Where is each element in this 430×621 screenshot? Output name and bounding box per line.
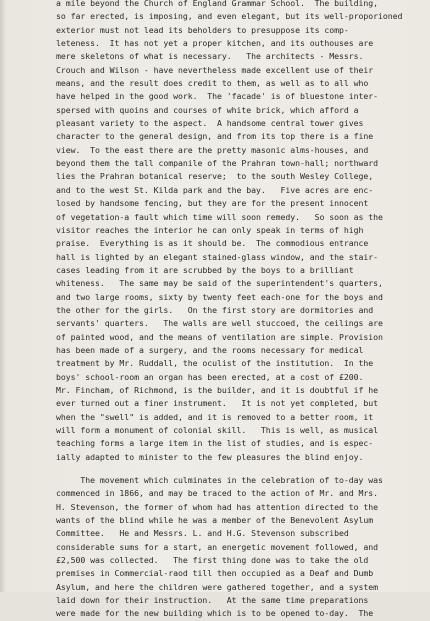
text-line: were made for the new building which is to be opened to-day. The bbox=[56, 608, 374, 619]
paragraph-1 bbox=[56, 0, 424, 464]
text-line: character to the general design, and from its top there is a fine bbox=[56, 131, 374, 142]
text-line: of vegetation-a fault which time will soon remedy. So soon as the bbox=[56, 211, 383, 222]
text-line: hall is lighted by an elegant stained-glass window, and the stair- bbox=[56, 251, 379, 262]
text-line: and to the west St. Kilda park and the bay. Five acres are enc- bbox=[56, 184, 374, 195]
text-line: ially adapted to minister to the few pleasures the blind enjoy. bbox=[56, 451, 364, 462]
text-line: the other for the girls. On the first story are dormitories and bbox=[56, 304, 374, 315]
text-line: wants of the blind while he was a member of the Benevolent Asylum bbox=[56, 515, 374, 526]
text-line: spersed with quoins and courses of white brick, which afford a bbox=[56, 104, 359, 115]
text-line: visitor reaches the interior he can only speak in terms of high bbox=[56, 224, 364, 235]
text-line: praise. Everything is as it should be. The commodious entrance bbox=[56, 238, 369, 249]
text-line: and two large rooms, sixty by twenty feet each-one for the boys and bbox=[56, 291, 383, 302]
text-line: ever turned out a finer instrument. It is not yet completed, but bbox=[56, 398, 379, 409]
text-line: so far erected, is imposing, and even elegant, but its well-proporioned bbox=[56, 11, 403, 22]
text-line: treatment by Mr. Ruddall, the oculist of the institution. In the bbox=[56, 358, 374, 369]
text-line: mere skeletons of what is necessary. The architects - Messrs. bbox=[56, 51, 364, 62]
text-line: lies the Prahran botanical reserve; to the south Wesley College, bbox=[56, 171, 374, 182]
text-line: pleasant variety to the aspect. A handsome central tower gives bbox=[56, 118, 364, 129]
text-line: have helped in the good work. The 'facade' is of bluestone inter- bbox=[56, 91, 379, 102]
text-line: servants' quarters. The walls are well stuccoed, the ceilings are bbox=[56, 318, 383, 329]
text-line: Mr. Fincham, of Richmond, is the builder, and it is doubtful if he bbox=[56, 384, 379, 395]
page-edge-shadow bbox=[0, 0, 6, 592]
document-text bbox=[56, 0, 424, 621]
text-line: premises in Commercial-raod till then occupied as a Deaf and Dumb bbox=[56, 568, 374, 579]
text-line: H. Stevenson, the former of whom had has attention directed to the bbox=[56, 501, 379, 512]
text-line: when the "swell" is added, and it is removed to a better room, it bbox=[56, 411, 374, 422]
text-line: £2,500 was collected. The first thing done was to take the old bbox=[56, 555, 369, 566]
text-line: laid down for their instruction. At the same time preparations bbox=[56, 595, 369, 606]
text-line: losed by handsome fencing, but they are for the present innocent bbox=[56, 198, 369, 209]
text-line: boys' school-room an organ has been erected, at a cost of £200. bbox=[56, 371, 364, 382]
text-line: means, and the result does credit to them, as well as to all who bbox=[56, 78, 369, 89]
paragraph-gap bbox=[56, 464, 424, 474]
text-line: a mile beyond the Church of England Grammar School. The building, bbox=[56, 0, 379, 8]
text-line: exterior must not lead its beholders to presuppose its comp- bbox=[56, 24, 349, 35]
text-line: cases leading from it are scrubbed by the boys to a brilliant bbox=[56, 264, 354, 275]
text-line: leteness. It has not yet a proper kitchen, and its outhouses are bbox=[56, 38, 374, 49]
text-line: will form a monument of colonial skill. This is well, as musical bbox=[56, 425, 379, 435]
text-line: commenced in 1866, and may be traced to the action of Mr. and Mrs. bbox=[56, 488, 379, 499]
text-line: has been made of a surgery, and the rooms necessary for medical bbox=[56, 344, 364, 355]
text-line: Asylum, and here the children were gathered together, and a system bbox=[56, 581, 379, 592]
text-line: of painted wood, and the means of ventilation are simple. Provision bbox=[56, 331, 383, 342]
text-line: whiteness. The same may be said of the superintendent's quarters, bbox=[56, 278, 383, 289]
text-line: Committee. He and Messrs. L. and H.G. Stevenson subscribed bbox=[56, 528, 349, 539]
text-line: teaching forms a large item in the list of studies, and is espec- bbox=[56, 438, 374, 449]
paragraph-2 bbox=[56, 474, 424, 621]
text-line: The movement which culminates in the celebration of to-day was bbox=[56, 475, 383, 486]
text-line: Crouch and Wilson - have nevertheless made excellent use of their bbox=[56, 64, 374, 75]
text-line: considerable sums for a start, an energetic movement followed, and bbox=[56, 541, 379, 552]
text-line: view. To the east there are the pretty masonic alms-houses, and bbox=[56, 144, 369, 155]
text-line: beyond them the tall companile of the Prahran town-hall; northward bbox=[56, 158, 379, 169]
